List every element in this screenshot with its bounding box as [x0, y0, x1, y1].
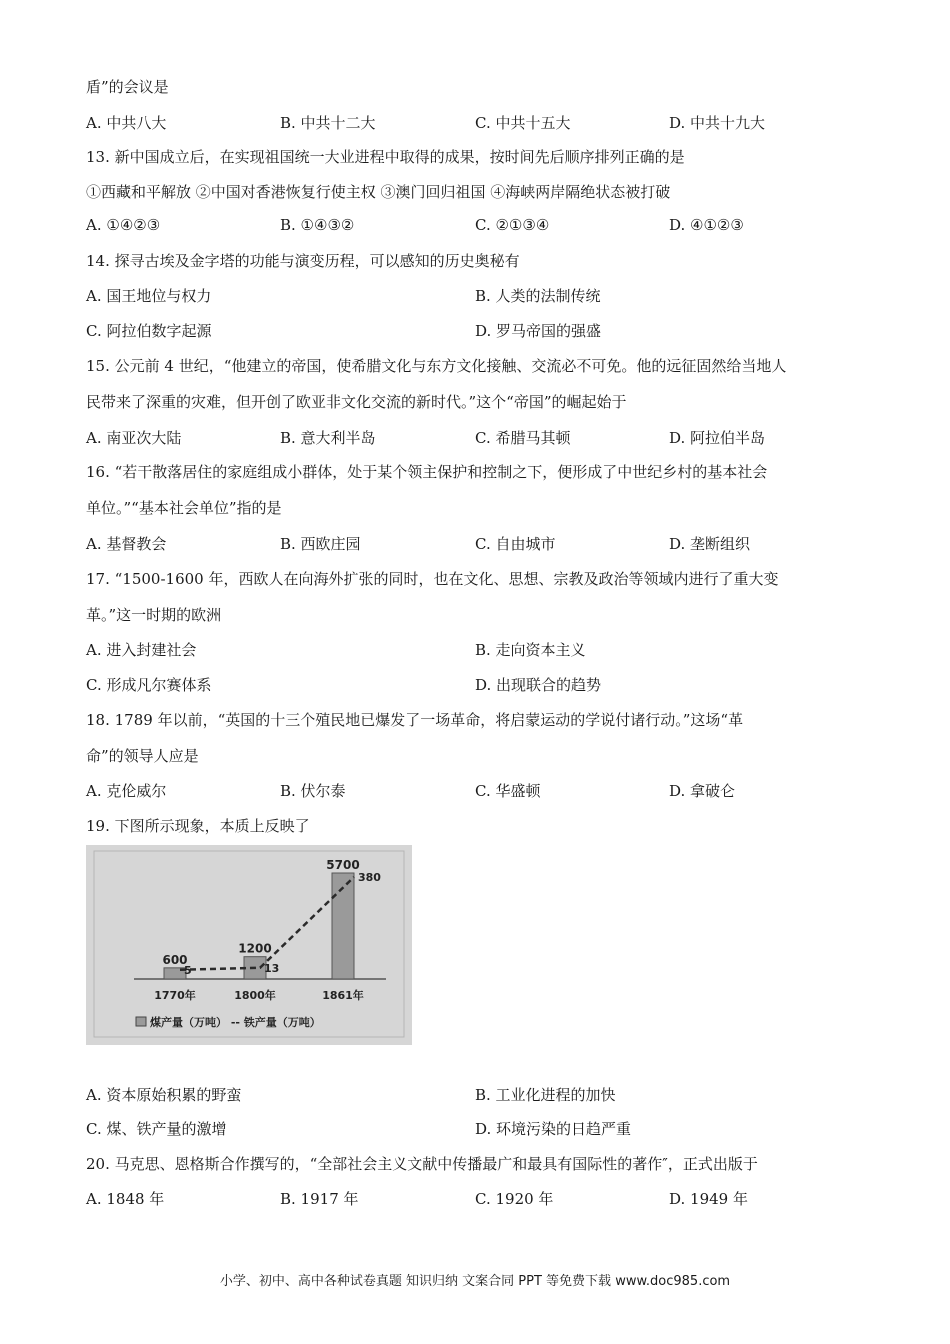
q15-option-b[interactable]: B. 意大利半岛 — [280, 429, 376, 447]
q13-option-d[interactable]: D. ④①②③ — [669, 216, 744, 234]
q19-option-b[interactable]: B. 工业化进程的加快 — [475, 1086, 616, 1104]
q16-option-b[interactable]: B. 西欧庄园 — [280, 535, 361, 553]
coal-value-label: 5700 — [326, 858, 360, 872]
q18-stem-line1: 18. 1789 年以前，“英国的十三个殖民地已爆发了一场革命，将启蒙运动的学说付诸行动。”这场“革 — [86, 711, 744, 729]
q15-option-c[interactable]: C. 希腊马其顿 — [475, 429, 571, 447]
q16-stem-line2: 单位。”“基本社会单位”指的是 — [86, 499, 282, 517]
legend-text: 煤产量（万吨） -- 铁产量（万吨） — [150, 1016, 321, 1029]
q19-option-a[interactable]: A. 资本原始积累的野蛮 — [86, 1086, 242, 1104]
q14-option-a[interactable]: A. 国王地位与权力 — [86, 287, 212, 305]
q16-option-d[interactable]: D. 垄断组织 — [669, 535, 751, 553]
iron-value-label: 5 — [184, 963, 192, 977]
q17-option-a[interactable]: A. 进入封建社会 — [86, 641, 197, 659]
q12-option-b[interactable]: B. 中共十二大 — [280, 114, 376, 132]
q18-stem-line2: 命”的领导人应是 — [86, 747, 199, 765]
x-tick-label: 1861年 — [322, 989, 364, 1002]
x-tick-label: 1800年 — [234, 989, 276, 1002]
q14-option-d[interactable]: D. 罗马帝国的强盛 — [475, 322, 602, 340]
q16-option-a[interactable]: A. 基督教会 — [86, 535, 167, 553]
q19-option-c[interactable]: C. 煤、铁产量的激增 — [86, 1120, 227, 1138]
iron-value-label: 13 — [264, 961, 280, 975]
q19-option-d[interactable]: D. 环境污染的日趋严重 — [475, 1120, 632, 1138]
q12-option-a[interactable]: A. 中共八大 — [86, 114, 167, 132]
q16-stem-line1: 16. “若干散落居住的家庭组成小群体，处于某个领主保护和控制之下，便形成了中世纪乡村的基本社会 — [86, 463, 768, 481]
iron-value-label: 380 — [358, 871, 381, 884]
q17-stem-line2: 革。”这一时期的欧洲 — [86, 606, 222, 624]
q17-option-d[interactable]: D. 出现联合的趋势 — [475, 676, 602, 694]
q15-option-a[interactable]: A. 南亚次大陆 — [86, 429, 182, 447]
q18-option-b[interactable]: B. 伏尔泰 — [280, 782, 346, 800]
q17-stem-line1: 17. “1500-1600 年，西欧人在向海外扩张的同时，也在文化、思想、宗教及政治等领域内进行了重大变 — [86, 570, 779, 588]
q13-option-a[interactable]: A. ①④②③ — [86, 216, 161, 234]
q14-stem: 14. 探寻古埃及金字塔的功能与演变历程，可以感知的历史奥秘有 — [86, 252, 520, 270]
q19-stem: 19. 下图所示现象，本质上反映了 — [86, 817, 310, 835]
q12-option-d[interactable]: D. 中共十九大 — [669, 114, 766, 132]
q15-option-d[interactable]: D. 阿拉伯半岛 — [669, 429, 766, 447]
q13-stem: 13. 新中国成立后，在实现祖国统一大业进程中取得的成果，按时间先后顺序排列正确的是 — [86, 148, 685, 166]
q15-stem-line2: 民带来了深重的灾难，但开创了欧亚非文化交流的新时代。”这个“帝国”的崛起始于 — [86, 393, 627, 411]
q20-option-a[interactable]: A. 1848 年 — [86, 1190, 165, 1208]
q14-option-b[interactable]: B. 人类的法制传统 — [475, 287, 601, 305]
chart-svg — [86, 845, 412, 1045]
q13-option-c[interactable]: C. ②①③④ — [475, 216, 550, 234]
coal-value-label: 1200 — [238, 941, 272, 956]
q20-option-b[interactable]: B. 1917 年 — [280, 1190, 359, 1208]
x-tick-label: 1770年 — [154, 989, 196, 1002]
q18-option-d[interactable]: D. 拿破仑 — [669, 782, 736, 800]
q13-option-b[interactable]: B. ①④③② — [280, 216, 355, 234]
q18-option-c[interactable]: C. 华盛顿 — [475, 782, 541, 800]
coal-value-label: 600 — [162, 952, 188, 967]
iron-line — [180, 877, 354, 970]
q17-option-b[interactable]: B. 走向资本主义 — [475, 641, 586, 659]
q20-stem: 20. 马克思、恩格斯合作撰写的，“全部社会主义文献中传播最广和最具有国际性的著作″，正式出版于 — [86, 1155, 758, 1173]
legend-coal-swatch — [136, 1017, 146, 1026]
q20-option-d[interactable]: D. 1949 年 — [669, 1190, 748, 1208]
q13-items: ①西藏和平解放 ②中国对香港恢复行使主权 ③澳门回归祖国 ④海峡两岸隔绝状态被打破 — [86, 183, 671, 201]
q16-option-c[interactable]: C. 自由城市 — [475, 535, 556, 553]
q12-option-c[interactable]: C. 中共十五大 — [475, 114, 571, 132]
q15-stem-line1: 15. 公元前 4 世纪，“他建立的帝国，使希腊文化与东方文化接触、交流必不可免。他的远征固然给当地人 — [86, 357, 787, 375]
page-footer[interactable]: 小学、初中、高中各种试卷真题 知识归纳 文案合同 PPT 等免费下载 www.doc985.com — [219, 1274, 731, 1289]
q20-option-c[interactable]: C. 1920 年 — [475, 1190, 554, 1208]
q14-option-c[interactable]: C. 阿拉伯数字起源 — [86, 322, 212, 340]
coal-iron-chart — [86, 845, 412, 1045]
q17-option-c[interactable]: C. 形成凡尔赛体系 — [86, 676, 212, 694]
q18-option-a[interactable]: A. 克伦威尔 — [86, 782, 167, 800]
q12-stem-tail: 盾”的会议是 — [86, 78, 169, 96]
